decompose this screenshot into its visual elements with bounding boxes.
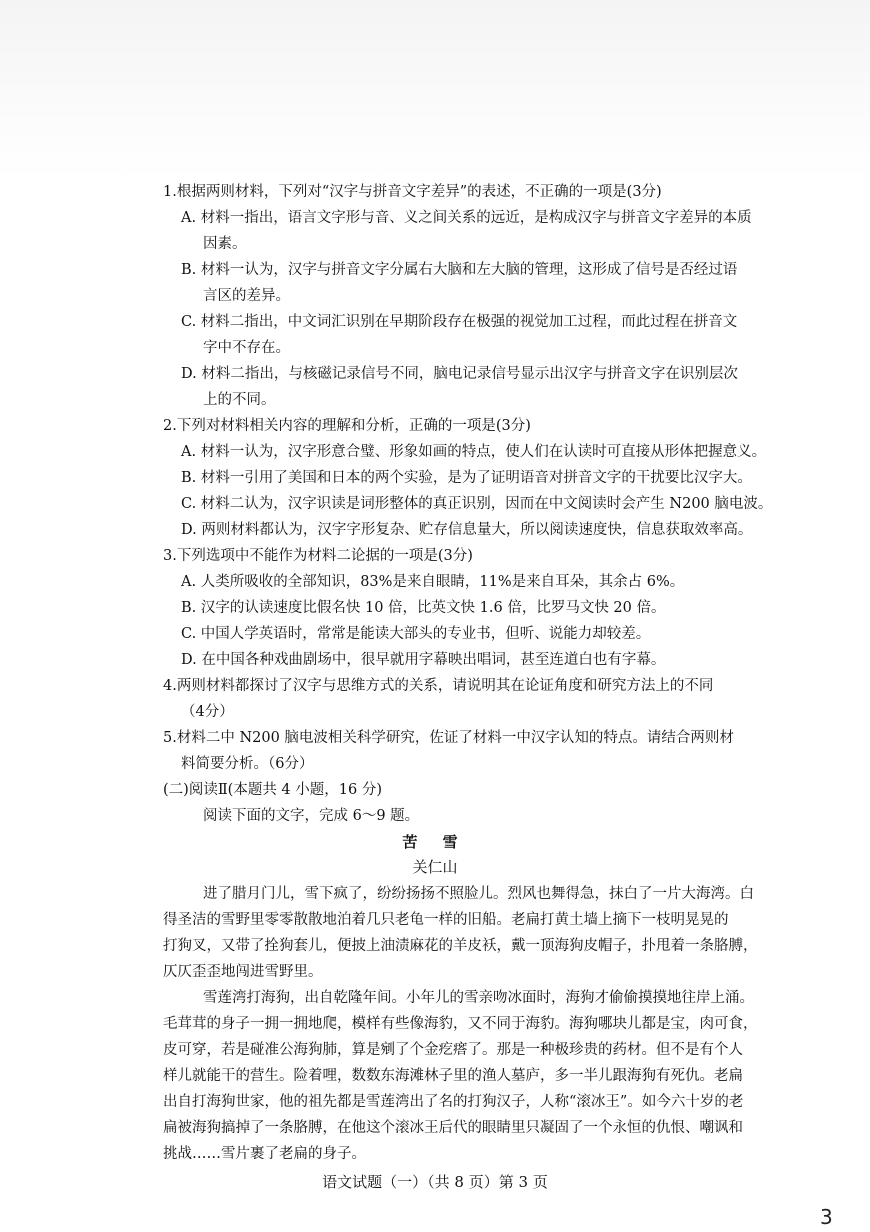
question-3-option-c: C. 中国人学英语时，常常是能读大部头的专业书，但听、说能力却较差。 (181, 626, 651, 642)
question-1-option-d: D. 材料二指出，与核磁记录信号不同，脑电记录信号显示出汉字与拼音文字在识别层次 (181, 366, 738, 382)
page-footer: 语文试题（一）（共 8 页）第 3 页 (322, 1173, 548, 1191)
question-4-stem: 4.两则材料都探讨了汉字与思维方式的关系，请说明其在论证角度和研究方法上的不同 (163, 678, 714, 694)
story-line: 出自打海狗世家，他的祖先都是雪莲湾出了名的打狗汉子，人称“滚冰王”。如今六十岁的老 (163, 1094, 744, 1110)
question-1-option-b-cont: 言区的差异。 (203, 288, 290, 304)
story-title: 苦 雪 (402, 833, 468, 851)
story-line: 打狗叉，又带了拴狗套儿，便披上油渍麻花的羊皮袄，戴一顶海狗皮帽子，扑甩着一条胳膊， (163, 938, 758, 954)
question-1-stem: 1.根据两则材料，下列对“汉字与拼音文字差异”的表述，不正确的一项是(3分) (163, 184, 662, 200)
story-line: 样儿就能干的营生。险着哩，数数东海滩林子里的渔人墓庐，多一半儿跟海狗有死仇。老扁 (163, 1068, 743, 1084)
question-1-option-d-cont: 上的不同。 (203, 392, 276, 408)
question-1-option-c: C. 材料二指出，中文词汇识别在早期阶段存在极强的视觉加工过程，而此过程在拼音文 (181, 314, 738, 330)
story-line: 皮可穿，若是碰准公海狗肺，算是剜了个金疙瘩了。那是一种极珍贵的药材。但不是有个人 (163, 1042, 743, 1058)
question-2-option-d: D. 两则材料都认为，汉字字形复杂、贮存信息量大，所以阅读速度快，信息获取效率高。 (181, 522, 753, 538)
question-1-option-a-cont: 因素。 (203, 236, 247, 252)
question-1-option-b: B. 材料一认为，汉字与拼音文字分属右大脑和左大脑的管理，这形成了信号是否经过语 (181, 262, 738, 278)
question-3-option-d: D. 在中国各种戏曲剧场中，很早就用字幕映出唱词，甚至连道白也有字幕。 (181, 652, 666, 668)
question-2-option-c: C. 材料二认为，汉字识读是词形整体的真正识别，因而在中文阅读时会产生 N200 脑电波。 (181, 496, 773, 512)
question-2-option-a: A. 材料一认为，汉字形意合璧、形象如画的特点，使人们在认读时可直接从形体把握意义。 (181, 444, 767, 460)
question-4-score: （4分） (181, 704, 234, 720)
section-instruction: 阅读下面的文字，完成 6～9 题。 (203, 808, 420, 824)
story-line: 得圣洁的雪野里零零散散地泊着几只老龟一样的旧船。老扁打黄土墙上摘下一枝明晃晃的 (163, 912, 729, 928)
section-heading: (二)阅读Ⅱ(本题共 4 小题，16 分) (163, 782, 382, 798)
story-line: 毛茸茸的身子一拥一拥地爬，模样有些像海豹，又不同于海豹。海狗哪块儿都是宝，肉可食， (163, 1016, 758, 1032)
question-2-stem: 2.下列对材料相关内容的理解和分析，正确的一项是(3分) (163, 418, 531, 434)
story-line: 仄仄歪歪地闯进雪野里。 (163, 964, 323, 980)
story-line: 扁被海狗搞掉了一条胳膊，在他这个滚冰王后代的眼睛里只凝固了一个永恒的仇恨、嘲讽和 (163, 1120, 743, 1136)
question-5-stem-cont: 料简要分析。（6分） (181, 756, 314, 772)
story-line: 雪莲湾打海狗，出自乾隆年间。小年儿的雪亲吻冰面时，海狗才偷偷摸摸地往岸上涌。 (203, 990, 754, 1006)
question-1-option-c-cont: 字中不存在。 (203, 340, 290, 356)
page-corner-number: 3 (820, 1205, 833, 1229)
story-author: 关仁山 (412, 858, 458, 876)
question-3-option-a: A. 人类所吸收的全部知识，83%是来自眼睛，11%是来自耳朵，其余占 6%。 (181, 574, 685, 590)
question-2-option-b: B. 材料一引用了美国和日本的两个实验，是为了证明语音对拼音文字的干扰要比汉字大。 (181, 470, 752, 486)
story-line: 挑战……雪片裹了老扁的身子。 (163, 1146, 366, 1162)
question-1-option-a: A. 材料一指出，语言文字形与音、义之间关系的远近，是构成汉字与拼音文字差异的本质 (181, 210, 752, 226)
story-line: 进了腊月门儿，雪下疯了，纷纷扬扬不照脸儿。烈风也舞得急，抹白了一片大海湾。白 (203, 886, 754, 902)
question-3-stem: 3.下列选项中不能作为材料二论据的一项是(3分) (163, 548, 473, 564)
question-5-stem: 5.材料二中 N200 脑电波相关科学研究，佐证了材料一中汉字认知的特点。请结合两则材 (163, 730, 734, 746)
question-3-option-b: B. 汉字的认读速度比假名快 10 倍，比英文快 1.6 倍，比罗马文快 20 倍。 (181, 600, 666, 616)
